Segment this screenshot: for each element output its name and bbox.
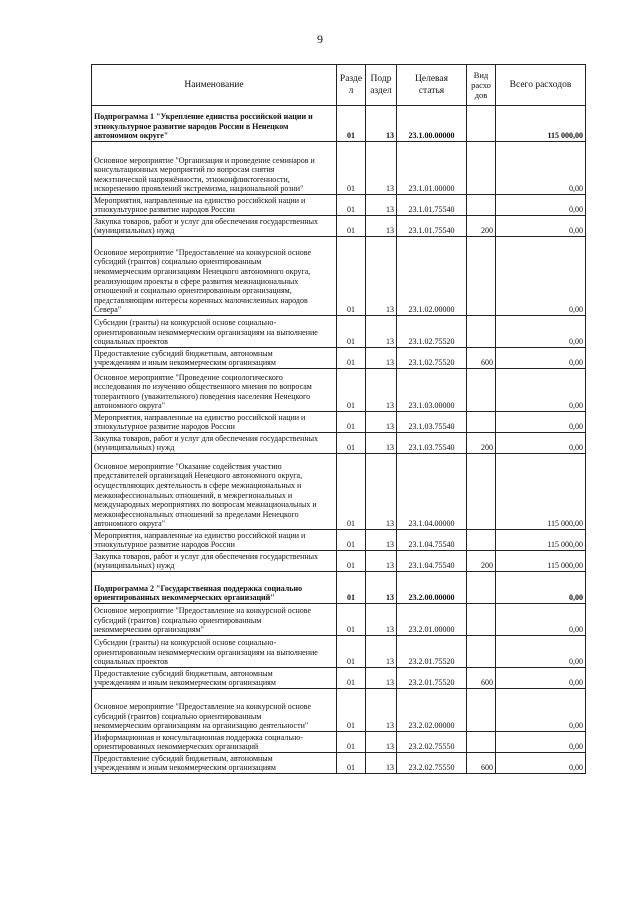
row-name-cell: Мероприятия, направленные на единство российской нации и этнокультурное развитие народов России bbox=[92, 412, 337, 433]
row-total-cell: 0,00 bbox=[496, 732, 586, 753]
page-number: 9 bbox=[317, 32, 323, 46]
row-subsection-cell: 13 bbox=[366, 369, 397, 412]
row-subsection-cell: 13 bbox=[366, 142, 397, 195]
row-section-cell: 01 bbox=[337, 604, 366, 636]
row-expense-type-cell bbox=[467, 636, 496, 668]
row-name-cell: Подпрограмма 2 "Государственная поддержка социально ориентированных некоммерческих организаций" bbox=[92, 572, 337, 604]
row-expense-type-cell bbox=[467, 454, 496, 530]
row-name-cell: Мероприятия, направленные на единство российской нации и этнокультурное развитие народов России bbox=[92, 195, 337, 216]
column-header-subsection: Подр аздел bbox=[366, 65, 397, 106]
column-header-total: Всего расходов bbox=[496, 65, 586, 106]
table-row bbox=[92, 668, 586, 689]
row-total-cell: 0,00 bbox=[496, 753, 586, 774]
row-target-article-cell: 23.2.01.75520 bbox=[397, 636, 467, 668]
row-section-cell: 01 bbox=[337, 454, 366, 530]
table-body bbox=[92, 106, 586, 774]
row-expense-type-cell bbox=[467, 106, 496, 142]
table-row bbox=[92, 348, 586, 369]
row-subsection-cell: 13 bbox=[366, 216, 397, 237]
row-section-cell: 01 bbox=[337, 689, 366, 732]
row-expense-type-cell bbox=[467, 572, 496, 604]
row-subsection-cell: 13 bbox=[366, 237, 397, 316]
row-subsection-cell: 13 bbox=[366, 530, 397, 551]
row-expense-type-cell: 600 bbox=[467, 348, 496, 369]
row-expense-type-cell bbox=[467, 369, 496, 412]
row-section-cell: 01 bbox=[337, 237, 366, 316]
table-row bbox=[92, 237, 586, 316]
row-total-cell: 0,00 bbox=[496, 348, 586, 369]
table-row bbox=[92, 369, 586, 412]
row-total-cell: 115 000,00 bbox=[496, 454, 586, 530]
row-section-cell: 01 bbox=[337, 369, 366, 412]
column-header-target-article: Целевая статья bbox=[397, 65, 467, 106]
row-subsection-cell: 13 bbox=[366, 433, 397, 454]
row-total-cell: 0,00 bbox=[496, 689, 586, 732]
row-target-article-cell: 23.1.01.75540 bbox=[397, 195, 467, 216]
row-section-cell: 01 bbox=[337, 668, 366, 689]
row-name-cell: Предоставление субсидий бюджетным, автономным учреждениям и иным некоммерческим организациям bbox=[92, 348, 337, 369]
row-target-article-cell: 23.2.02.75550 bbox=[397, 753, 467, 774]
row-section-cell: 01 bbox=[337, 216, 366, 237]
table-row bbox=[92, 142, 586, 195]
row-subsection-cell: 13 bbox=[366, 195, 397, 216]
row-expense-type-cell: 200 bbox=[467, 551, 496, 572]
row-section-cell: 01 bbox=[337, 572, 366, 604]
row-expense-type-cell bbox=[467, 689, 496, 732]
row-expense-type-cell: 200 bbox=[467, 433, 496, 454]
row-name-cell: Основное мероприятие "Предоставление на конкурсной основе субсидий (грантов) социально ориентированным некоммерческим организациям Ненецкого автономного округа, реализующим проекты в сфере развития межнациональных отношений и социально ориентированным организациям, представляющим интересы коренных малочисленных народов Севера" bbox=[92, 237, 337, 316]
row-section-cell: 01 bbox=[337, 412, 366, 433]
row-total-cell: 0,00 bbox=[496, 142, 586, 195]
column-header-expense-type: Вид расхо дов bbox=[467, 65, 496, 106]
table-header-row bbox=[92, 65, 586, 106]
row-subsection-cell: 13 bbox=[366, 572, 397, 604]
row-expense-type-cell: 200 bbox=[467, 216, 496, 237]
row-section-cell: 01 bbox=[337, 142, 366, 195]
row-name-cell: Основное мероприятие "Предоставление на конкурсной основе субсидий (грантов) социально ориентированным некоммерческим организациям на организацию деятельности" bbox=[92, 689, 337, 732]
row-section-cell: 01 bbox=[337, 106, 366, 142]
row-name-cell: Мероприятия, направленные на единство российской нации и этнокультурное развитие народов России bbox=[92, 530, 337, 551]
row-expense-type-cell bbox=[467, 604, 496, 636]
row-target-article-cell: 23.2.01.75520 bbox=[397, 668, 467, 689]
row-name-cell: Подпрограмма 1 "Укрепление единства российской нации и этнокультурное развитие народов России в Ненецком автономном округе" bbox=[92, 106, 337, 142]
row-target-article-cell: 23.1.00.00000 bbox=[397, 106, 467, 142]
table-row bbox=[92, 433, 586, 454]
row-total-cell: 0,00 bbox=[496, 604, 586, 636]
row-subsection-cell: 13 bbox=[366, 348, 397, 369]
row-name-cell: Закупка товаров, работ и услуг для обеспечения государственных (муниципальных) нужд bbox=[92, 216, 337, 237]
row-total-cell: 0,00 bbox=[496, 195, 586, 216]
column-header-name: Наименование bbox=[92, 65, 337, 106]
row-total-cell: 115 000,00 bbox=[496, 106, 586, 142]
row-target-article-cell: 23.1.01.00000 bbox=[397, 142, 467, 195]
row-target-article-cell: 23.2.02.00000 bbox=[397, 689, 467, 732]
row-target-article-cell: 23.2.01.00000 bbox=[397, 604, 467, 636]
row-target-article-cell: 23.1.02.00000 bbox=[397, 237, 467, 316]
row-name-cell: Основное мероприятие "Организация и проведение семинаров и консультационных мероприятий по вопросам снятия межэтнической напряжённости, этноконфликтогенности, искоренению проявлений экстремизма, национальной розни" bbox=[92, 142, 337, 195]
row-subsection-cell: 13 bbox=[366, 316, 397, 348]
table-row bbox=[92, 412, 586, 433]
row-name-cell: Субсидии (гранты) на конкурсной основе социально- ориентированным некоммерческим организациям на выполнение социальных проектов bbox=[92, 636, 337, 668]
row-name-cell: Основное мероприятие "Проведение социологического исследования по изучению общественного мнения по вопросам толерантного (уважительного) поведения населения Ненецкого автономного округа" bbox=[92, 369, 337, 412]
row-expense-type-cell: 600 bbox=[467, 753, 496, 774]
row-target-article-cell: 23.1.04.00000 bbox=[397, 454, 467, 530]
row-subsection-cell: 13 bbox=[366, 106, 397, 142]
row-name-cell: Предоставление субсидий бюджетным, автономным учреждениям и иным некоммерческим организациям bbox=[92, 668, 337, 689]
row-target-article-cell: 23.1.02.75520 bbox=[397, 348, 467, 369]
row-target-article-cell: 23.1.04.75540 bbox=[397, 530, 467, 551]
row-subsection-cell: 13 bbox=[366, 551, 397, 572]
table-row bbox=[92, 572, 586, 604]
row-total-cell: 0,00 bbox=[496, 433, 586, 454]
table-row bbox=[92, 636, 586, 668]
row-target-article-cell: 23.1.03.75540 bbox=[397, 433, 467, 454]
table-row bbox=[92, 753, 586, 774]
row-subsection-cell: 13 bbox=[366, 689, 397, 732]
row-expense-type-cell bbox=[467, 412, 496, 433]
table-row bbox=[92, 316, 586, 348]
row-name-cell: Закупка товаров, работ и услуг для обеспечения государственных (муниципальных) нужд bbox=[92, 551, 337, 572]
table-row bbox=[92, 604, 586, 636]
row-total-cell: 115 000,00 bbox=[496, 551, 586, 572]
row-section-cell: 01 bbox=[337, 732, 366, 753]
table-row bbox=[92, 530, 586, 551]
row-total-cell: 0,00 bbox=[496, 572, 586, 604]
row-expense-type-cell bbox=[467, 195, 496, 216]
row-total-cell: 0,00 bbox=[496, 636, 586, 668]
row-section-cell: 01 bbox=[337, 195, 366, 216]
row-total-cell: 0,00 bbox=[496, 369, 586, 412]
row-total-cell: 0,00 bbox=[496, 237, 586, 316]
row-expense-type-cell: 600 bbox=[467, 668, 496, 689]
table-row bbox=[92, 106, 586, 142]
table-row bbox=[92, 216, 586, 237]
row-total-cell: 115 000,00 bbox=[496, 530, 586, 551]
row-expense-type-cell bbox=[467, 732, 496, 753]
row-section-cell: 01 bbox=[337, 530, 366, 551]
row-subsection-cell: 13 bbox=[366, 668, 397, 689]
row-target-article-cell: 23.1.04.75540 bbox=[397, 551, 467, 572]
row-total-cell: 0,00 bbox=[496, 216, 586, 237]
row-expense-type-cell bbox=[467, 530, 496, 551]
row-expense-type-cell bbox=[467, 237, 496, 316]
row-target-article-cell: 23.2.02.75550 bbox=[397, 732, 467, 753]
table-row bbox=[92, 454, 586, 530]
row-target-article-cell: 23.1.02.75520 bbox=[397, 316, 467, 348]
row-section-cell: 01 bbox=[337, 433, 366, 454]
row-section-cell: 01 bbox=[337, 551, 366, 572]
row-expense-type-cell bbox=[467, 316, 496, 348]
row-expense-type-cell bbox=[467, 142, 496, 195]
row-target-article-cell: 23.1.01.75540 bbox=[397, 216, 467, 237]
row-subsection-cell: 13 bbox=[366, 604, 397, 636]
row-name-cell: Закупка товаров, работ и услуг для обеспечения государственных (муниципальных) нужд bbox=[92, 433, 337, 454]
row-section-cell: 01 bbox=[337, 316, 366, 348]
row-target-article-cell: 23.2.00.00000 bbox=[397, 572, 467, 604]
row-section-cell: 01 bbox=[337, 348, 366, 369]
row-name-cell: Предоставление субсидий бюджетным, автономным учреждениям и иным некоммерческим организациям bbox=[92, 753, 337, 774]
table-row bbox=[92, 732, 586, 753]
table-row bbox=[92, 551, 586, 572]
row-name-cell: Субсидии (гранты) на конкурсной основе социально- ориентированным некоммерческим организациям на выполнение социальных проектов bbox=[92, 316, 337, 348]
table-row bbox=[92, 195, 586, 216]
table-row bbox=[92, 689, 586, 732]
row-target-article-cell: 23.1.03.75540 bbox=[397, 412, 467, 433]
row-section-cell: 01 bbox=[337, 753, 366, 774]
row-subsection-cell: 13 bbox=[366, 636, 397, 668]
row-name-cell: Основное мероприятие "Оказание содействия участию представителей организаций Ненецкого автономного округа, осуществляющих деятельность в сфере межнациональных и межконфессиональных отношений, в межрегиональных и международных мероприятиях по вопросам межнациональных и межконфессиональных отношений за пределами Ненецкого автономного округа" bbox=[92, 454, 337, 530]
row-total-cell: 0,00 bbox=[496, 668, 586, 689]
row-name-cell: Информационная и консультационная поддержка социально- ориентированных некоммерческих организаций bbox=[92, 732, 337, 753]
row-subsection-cell: 13 bbox=[366, 454, 397, 530]
row-name-cell: Основное мероприятие "Предоставление на конкурсной основе субсидий (грантов) социально ориентированным некоммерческим организациям" bbox=[92, 604, 337, 636]
row-section-cell: 01 bbox=[337, 636, 366, 668]
column-header-section: Разде л bbox=[337, 65, 366, 106]
expenditure-table bbox=[91, 64, 586, 774]
row-total-cell: 0,00 bbox=[496, 316, 586, 348]
row-total-cell: 0,00 bbox=[496, 412, 586, 433]
row-subsection-cell: 13 bbox=[366, 412, 397, 433]
row-subsection-cell: 13 bbox=[366, 753, 397, 774]
row-target-article-cell: 23.1.03.00000 bbox=[397, 369, 467, 412]
row-subsection-cell: 13 bbox=[366, 732, 397, 753]
